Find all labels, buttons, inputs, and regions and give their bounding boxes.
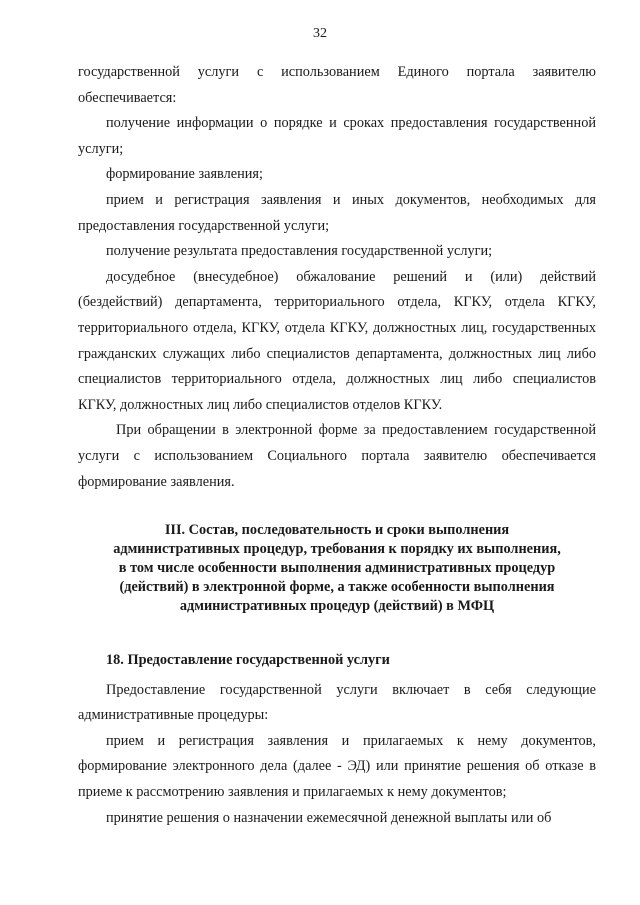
section-title-line: III. Состав, последовательность и сроки выполнения [164, 522, 510, 539]
subsection-title: 18. Предоставление государственной услуги [106, 652, 390, 669]
page-content [78, 60, 596, 831]
section-title-line: административных процедур (действий) в МФЦ [179, 598, 495, 615]
section-title-line: (действий) в электронной форме, а также особенности выполнения [119, 579, 555, 596]
paragraph-info: получение информации о порядке и сроках предоставления государственной услуги; [78, 115, 596, 157]
paragraph-social-portal: При обращении в электронной форме за предоставлением государственной услуги с использованием Социального портала заявителю обеспечивается формирование заявления. [78, 422, 596, 490]
paragraph-portal-intro: государственной услуги с использованием Единого портала заявителю обеспечивается: [78, 64, 596, 106]
section-title-line: в том числе особенности выполнения административных процедур [118, 560, 556, 577]
paragraph-registration: прием и регистрация заявления и иных документов, необходимых для предоставления государственной услуги; [78, 191, 596, 234]
paragraph-result: получение результата предоставления государственной услуги; [106, 243, 493, 260]
section-title [78, 521, 596, 616]
paragraph-form-application: формирование заявления; [106, 166, 263, 183]
paragraph-procedure-decision: принятие решения о назначении ежемесячной денежной выплаты или об [106, 809, 552, 826]
section-title-line: административных процедур, требования к порядку их выполнения, [113, 541, 561, 558]
paragraph-appeal: досудебное (внесудебное) обжалование решений и (или) действий (бездействий) департамента, территориального отдела, КГКУ, отдела КГКУ, территориального отдела, КГКУ, отдела КГКУ, должностных лиц, государственных гражданских служащих либо специалистов департамента, должностных лиц либо специалистов территориального отдела, должностных лиц либо специалистов КГКУ, должностных лиц либо специалистов отделов КГКУ. [78, 268, 596, 413]
paragraph-procedures-intro: Предоставление государственной услуги включает в себя следующие административные процедуры: [78, 681, 596, 724]
paragraph-procedure-registration: прием и регистрация заявления и прилагаемых к нему документов, формирование электронного дела (далее - ЭД) или принятие решения об отказе в приеме к рассмотрению заявления и прилагаемых к нему документов; [78, 732, 596, 801]
page-number: 32 [313, 26, 327, 41]
